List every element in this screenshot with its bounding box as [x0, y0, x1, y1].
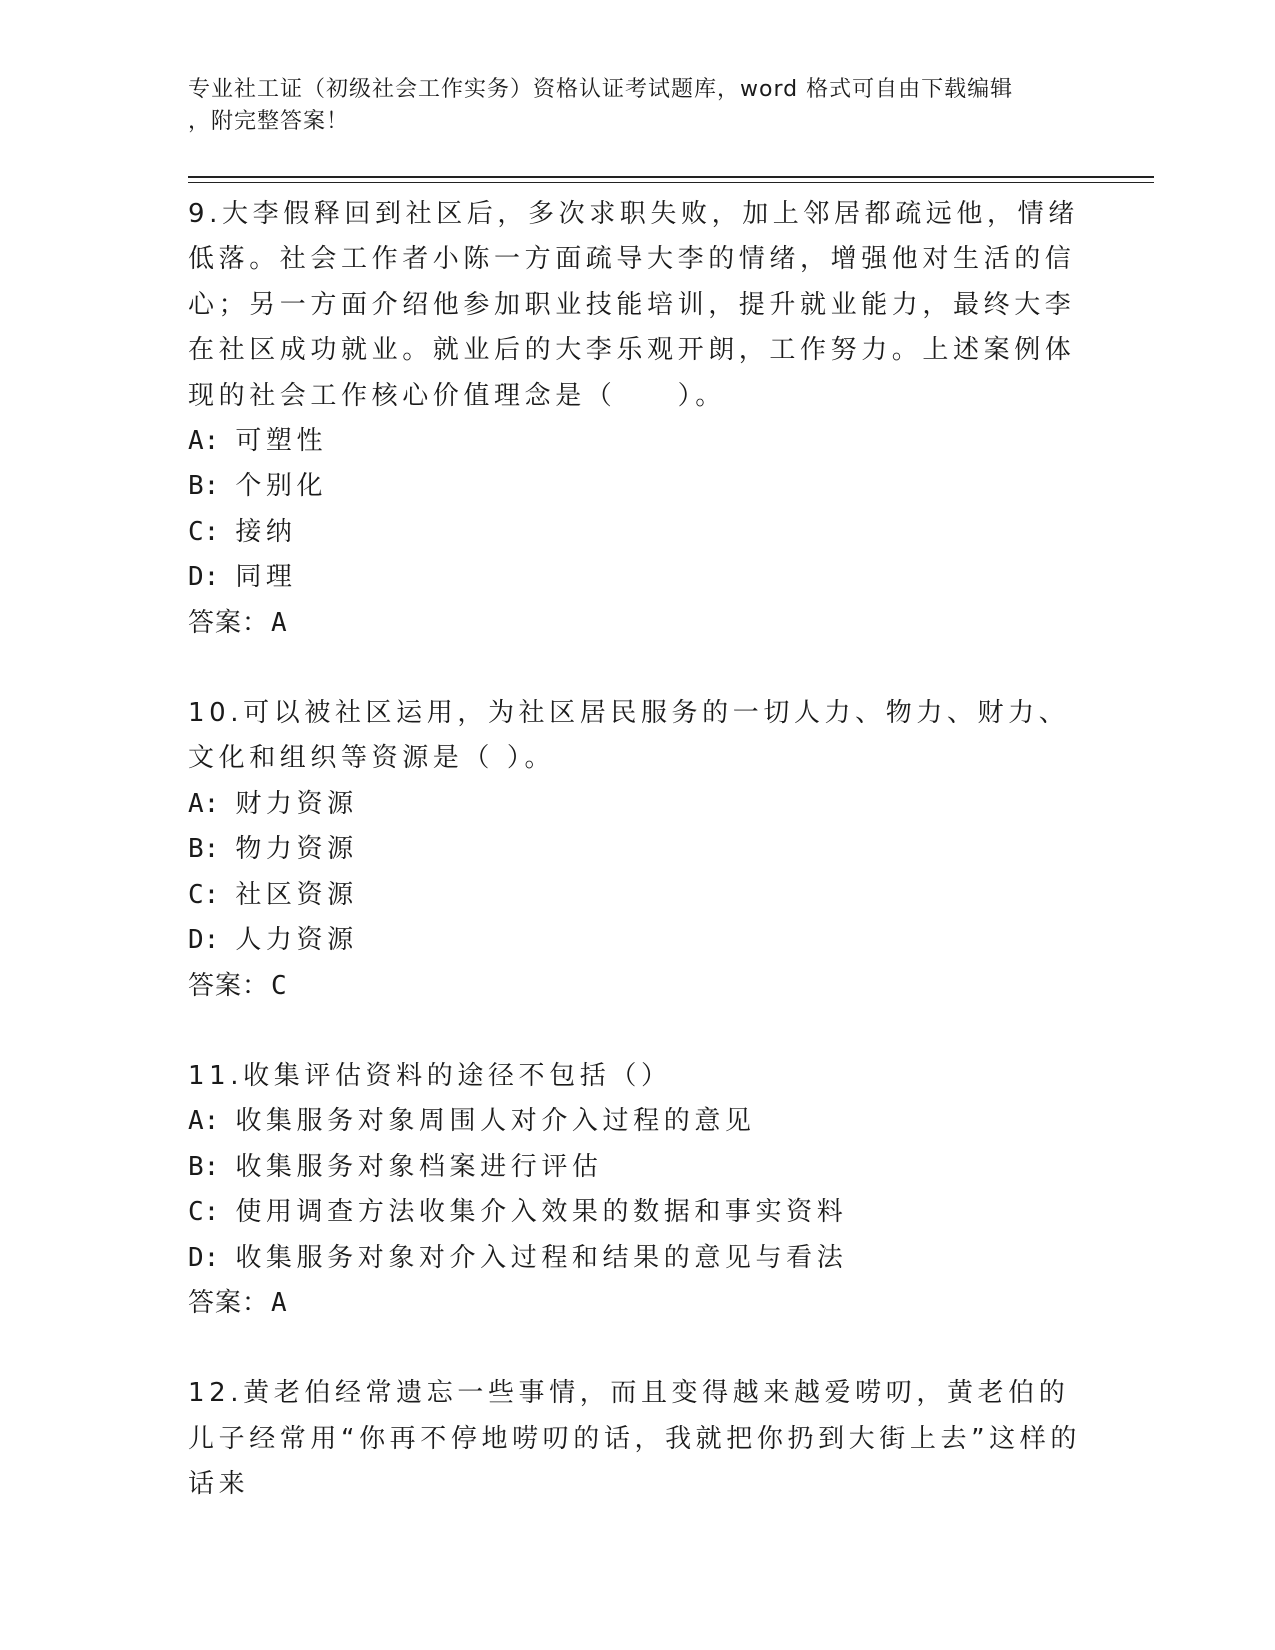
option-c [188, 873, 1088, 918]
question-12 [188, 1371, 1088, 1507]
option-label: B: [188, 1151, 220, 1182]
option-text: 接纳 [235, 516, 297, 547]
header-line-1: 专业社工证（初级社会工作实务）资格认证考试题库，word 格式可自由下载编辑 [188, 77, 1014, 102]
question-text: 12.黄老伯经常遗忘一些事情，而且变得越来越爱唠叨，黄老伯的儿子经常用“你再不停地唠叨的话，我就把你扔到大街上去”这样的话来 [188, 1378, 1081, 1500]
option-label: B: [188, 471, 220, 502]
answer-line [188, 601, 1088, 646]
answer-line [188, 964, 1088, 1009]
option-d [188, 555, 1088, 600]
answer-label: 答案： [188, 1287, 270, 1318]
question-10 [188, 691, 1088, 1009]
option-label: A: [188, 426, 220, 457]
option-label: C: [188, 879, 220, 910]
option-text: 财力资源 [235, 788, 358, 819]
option-text: 收集服务对象档案进行评估 [235, 1151, 603, 1182]
answer-label: 答案： [188, 970, 270, 1001]
option-label: A: [188, 1106, 220, 1137]
option-label: C: [188, 1197, 220, 1228]
option-c [188, 510, 1088, 555]
option-text: 可塑性 [235, 426, 328, 457]
answer-line [188, 1281, 1088, 1326]
option-d [188, 1236, 1088, 1281]
question-text: 10.可以被社区运用，为社区居民服务的一切人力、物力、财力、文化和组织等资源是（ ）。 [188, 698, 1070, 774]
header-divider-thin [188, 182, 1154, 183]
option-text: 收集服务对象周围人对介入过程的意见 [235, 1106, 756, 1137]
option-text: 物力资源 [235, 834, 358, 865]
question-text: 11.收集评估资料的途径不包括（） [188, 1060, 672, 1091]
answer-value: C [271, 970, 288, 1001]
option-label: C: [188, 516, 220, 547]
option-d [188, 918, 1088, 963]
option-c [188, 1190, 1088, 1235]
option-text: 个别化 [235, 471, 328, 502]
option-text: 使用调查方法收集介入效果的数据和事实资料 [235, 1197, 848, 1228]
option-text: 同理 [235, 562, 297, 593]
option-b [188, 1145, 1088, 1190]
document-header [188, 74, 1088, 138]
option-text: 人力资源 [235, 925, 358, 956]
option-a [188, 782, 1088, 827]
header-divider-thick [188, 176, 1154, 178]
option-a [188, 1099, 1088, 1144]
question-9 [188, 192, 1088, 646]
option-a [188, 419, 1088, 464]
option-b [188, 464, 1088, 509]
option-label: D: [188, 1242, 220, 1273]
answer-label: 答案： [188, 607, 270, 638]
question-text: 9.大李假释回到社区后，多次求职失败，加上邻居都疏远他，情绪低落。社会工作者小陈一方面疏导大李的情绪，增强他对生活的信心；另一方面介绍他参加职业技能培训，提升就业能力，最终大李在社区成功就业。就业后的大李乐观开朗，工作努力。上述案例体现的社会工作核心价值理念是（ ）。 [188, 199, 1079, 411]
option-label: A: [188, 788, 220, 819]
answer-value: A [271, 607, 288, 638]
option-label: D: [188, 562, 220, 593]
question-list [188, 192, 1088, 1508]
header-line-2: ，附完整答案！ [188, 109, 350, 134]
answer-value: A [271, 1287, 288, 1318]
option-b [188, 827, 1088, 872]
option-label: D: [188, 925, 220, 956]
option-text: 收集服务对象对介入过程和结果的意见与看法 [235, 1242, 848, 1273]
question-11 [188, 1054, 1088, 1326]
option-text: 社区资源 [235, 879, 358, 910]
option-label: B: [188, 834, 220, 865]
